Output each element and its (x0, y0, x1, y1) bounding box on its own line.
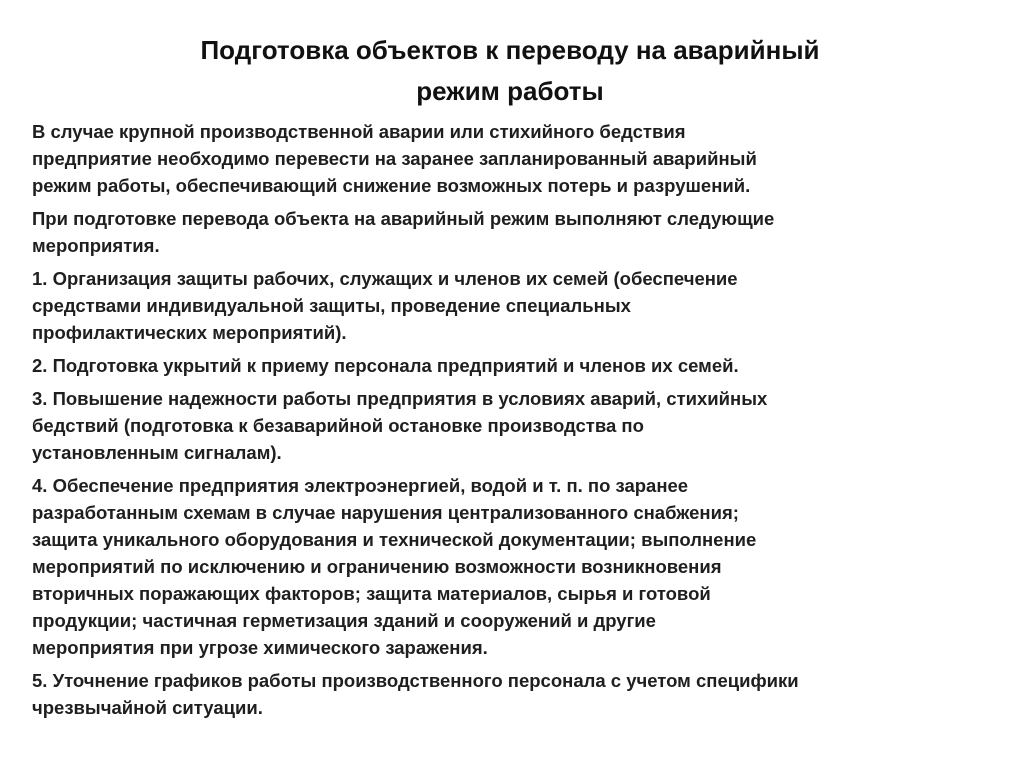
measures-intro-paragraph (32, 205, 992, 259)
text-line: мероприятий по исключению и ограничению возможности возникновения (32, 556, 722, 577)
text-line: продукции; частичная герметизация зданий и сооружений и другие (32, 610, 656, 631)
title-line: режим работы (416, 76, 604, 106)
text-line: мероприятия. (32, 235, 160, 256)
text-line: средствами индивидуальной защиты, проведение специальных (32, 295, 631, 316)
text-line: профилактических мероприятий). (32, 322, 347, 343)
text-line: предприятие необходимо перевести на заранее запланированный аварийный (32, 148, 757, 169)
slide-title (60, 30, 960, 112)
text-line: В случае крупной производственной аварии или стихийного бедствия (32, 121, 686, 142)
measure-item-1 (32, 265, 992, 346)
text-line: При подготовке перевода объекта на аварийный режим выполняют следующие (32, 208, 775, 229)
text-line: 2. Подготовка укрытий к приему персонала предприятий и членов их семей. (32, 355, 739, 376)
measure-item-3 (32, 385, 992, 466)
text-line: 3. Повышение надежности работы предприятия в условиях аварий, стихийных (32, 388, 768, 409)
text-line: вторичных поражающих факторов; защита материалов, сырья и готовой (32, 583, 711, 604)
text-line: чрезвычайной ситуации. (32, 697, 263, 718)
text-line: 1. Организация защиты рабочих, служащих и членов их семей (обеспечение (32, 268, 738, 289)
text-line: установленным сигналам). (32, 442, 282, 463)
measure-item-5 (32, 667, 992, 721)
intro-paragraph (32, 118, 992, 199)
text-line: защита уникального оборудования и технической документации; выполнение (32, 529, 757, 550)
text-line: 5. Уточнение графиков работы производственного персонала с учетом специфики (32, 670, 799, 691)
slide-body (32, 118, 992, 727)
measure-item-4 (32, 472, 992, 661)
text-line: бедствий (подготовка к безаварийной остановке производства по (32, 415, 644, 436)
title-line: Подготовка объектов к переводу на аварийный (200, 35, 820, 65)
text-line: мероприятия при угрозе химического заражения. (32, 637, 488, 658)
text-line: разработанным схемам в случае нарушения централизованного снабжения; (32, 502, 739, 523)
measure-item-2 (32, 352, 992, 379)
text-line: 4. Обеспечение предприятия электроэнергией, водой и т. п. по заранее (32, 475, 689, 496)
text-line: режим работы, обеспечивающий снижение возможных потерь и разрушений. (32, 175, 751, 196)
